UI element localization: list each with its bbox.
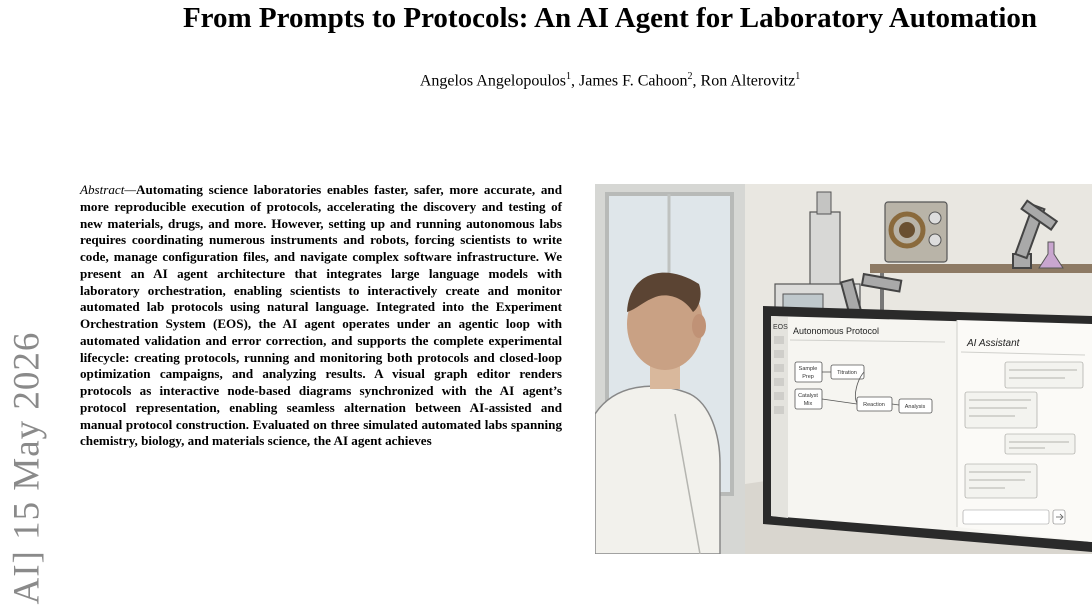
assistant-title: AI Assistant <box>967 338 1020 349</box>
author-affiliation: 1 <box>566 71 572 82</box>
node-titration: Titration <box>837 370 857 376</box>
abstract-text: Automating science laboratories enables faster, safer, more accurate, and more reproducible execution of protocols, accelerating the discovery and testing of new materials, drugs, and more. However, setting up and running autonomous labs requires coordinating numerous instruments and robots, forcing scientists to write code, manage configuration files, and navigate complex software infrastructure. We present an AI agent architecture that integrates large language models with laboratory orchestration, enabling scientists to interactively create and monitor automated lab protocols using natural language. Integrated into the Experiment Orchestration System (EOS), the AI agent operates under an agentic loop with automated validation and error correction, and supports the complete experimental lifecycle: creating protocols, running and monitoring both protocols and closed-loop optimization campaigns, and analyzing results. A visual graph editor renders protocols as interactive node-based diagrams synchronized with the AI agent’s protocol representation, enabling seamless alternation between AI-assisted and manual protocol construction. Evaluated on three simulated automated labs spanning chemistry, biology, and materials science, the AI agent achieves <box>80 182 562 449</box>
paper-title: From Prompts to Protocols: An AI Agent for Laboratory Automation <box>182 2 1038 34</box>
author-affiliation: 1 <box>795 71 801 82</box>
author-separator: , <box>692 72 701 90</box>
author-name: Ron Alterovitz <box>700 72 796 90</box>
author-affiliation: 2 <box>687 71 693 82</box>
author-list <box>60 71 1092 90</box>
author-name: Angelos Angelopoulos <box>419 72 567 90</box>
author-name: James F. Cahoon <box>579 72 688 90</box>
abstract-lead: Abstract— <box>80 182 137 197</box>
arxiv-stamp: AI] 15 May 2026 <box>6 331 48 605</box>
abstract <box>80 182 562 450</box>
lab-illustration-figure <box>595 184 1092 554</box>
node-catalyst-mix-line1: Catalyst <box>798 393 818 399</box>
node-analysis: Analysis <box>904 404 926 410</box>
author-separator: , <box>571 72 580 90</box>
node-reaction: Reaction <box>863 402 885 408</box>
node-sample-prep-line1: Sample <box>798 366 818 372</box>
editor-title: Autonomous Protocol <box>793 326 880 336</box>
sidebar-label: EOS <box>773 324 788 331</box>
node-sample-prep-line2: Prep <box>802 374 814 380</box>
node-catalyst-mix-line2: Mix <box>803 401 813 407</box>
lab-illustration <box>595 184 1092 554</box>
